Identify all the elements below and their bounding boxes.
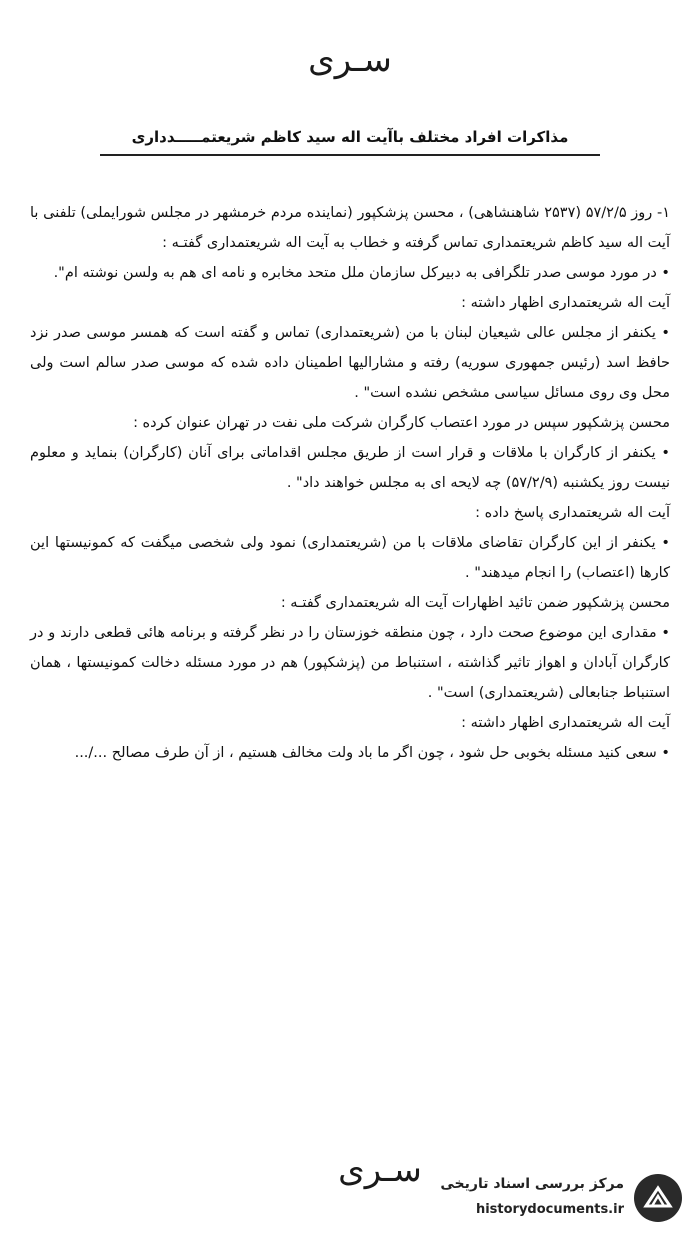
paragraph-quote: • یکنفر از کارگران با ملاقات و قرار است از طریق مجلس اقداماتی برای آنان (کارگران) بنماید و معلوم نیست روز یکشنبه (۵۷/۲/۹) چه لایحه ای به مجلس خواهند داد" . (30, 438, 670, 498)
document-title: مذاکرات افراد مختلف باآیت اله سید کاظم شریعتمـــــدداری (131, 128, 569, 146)
brand-name: مرکز بررسی اسناد تاریخی (440, 1176, 624, 1192)
paragraph-speaker: محسن پزشکپور ضمن تائید اظهارات آیت اله شریعتمداری گفتـه : (280, 595, 670, 611)
classification-stamp-bottom: سـری (338, 1150, 422, 1190)
title-underline (100, 154, 600, 156)
paragraph-quote: • سعی کنید مسئله بخوبی حل شود ، چون اگر ما باد ولت مخالف هستیم ، از آن طرف مصالح .../... (30, 738, 670, 768)
paragraph-entry: ۱- روز ۵۷/۲/۵ (۲۵۳۷ شاهنشاهی) ، محسن پزشکپور (نماینده مردم خرمشهر در مجلس شورایملی) تلفنی با آیت اله سید کاظم شریعتمداری تماس گرفته و خطاب به آیت اله شریعتمداری گفتـه : (30, 205, 670, 251)
paragraph-quote: • در مورد موسی صدر تلگرافی به دبیرکل سازمان ملل متحد مخابره و نامه ای هم به ولسن نوشته ام". (30, 258, 670, 288)
paragraph-speaker: آیت اله شریعتمداری پاسخ داده : (475, 505, 670, 521)
paragraph-speaker: آیت اله شریعتمداری اظهار داشته : (461, 295, 670, 311)
paragraph-quote: • یکنفر از این کارگران تقاضای ملاقات با من (شریعتمداری) نمود ولی شخصی میگفت که کمونیستها این کارها (اعتصاب) را انجام میدهند" . (30, 528, 670, 588)
book-icon (632, 1172, 684, 1224)
paragraph-speaker: آیت اله شریعتمداری اظهار داشته : (461, 715, 670, 731)
classification-stamp-top: سـری (308, 40, 392, 80)
paragraph-speaker: محسن پزشکپور سپس در مورد اعتصاب کارگران شرکت ملی نفت در تهران عنوان کرده : (133, 415, 670, 431)
watermark-logo (422, 1168, 692, 1228)
paragraph-quote: • یکنفر از مجلس عالی شیعیان لبنان با من (شریعتمداری) تماس و گفته است که همسر موسی صدر نزد حافظ اسد (رئیس جمهوری سوریه) رفته و مشارالیها اطمینان داده شده که موسی صدر سالم است ولی محل وی روی مسائل سیاسی مشخص نشده است" . (30, 318, 670, 408)
document-body (30, 198, 670, 768)
paragraph-quote: • مقداری این موضوع صحت دارد ، چون منطقه خوزستان را در نظر گرفته و برنامه هائی قطعی دارند و در کارگران آبادان و اهواز تاثیر گذاشته ، استنباط من (پزشکپور) هم در مورد مسئله دخالت کمونیستها ، همان استنباط جنابعالی (شریعتمداری) است" . (30, 618, 670, 708)
brand-url: historydocuments.ir (475, 1202, 624, 1217)
